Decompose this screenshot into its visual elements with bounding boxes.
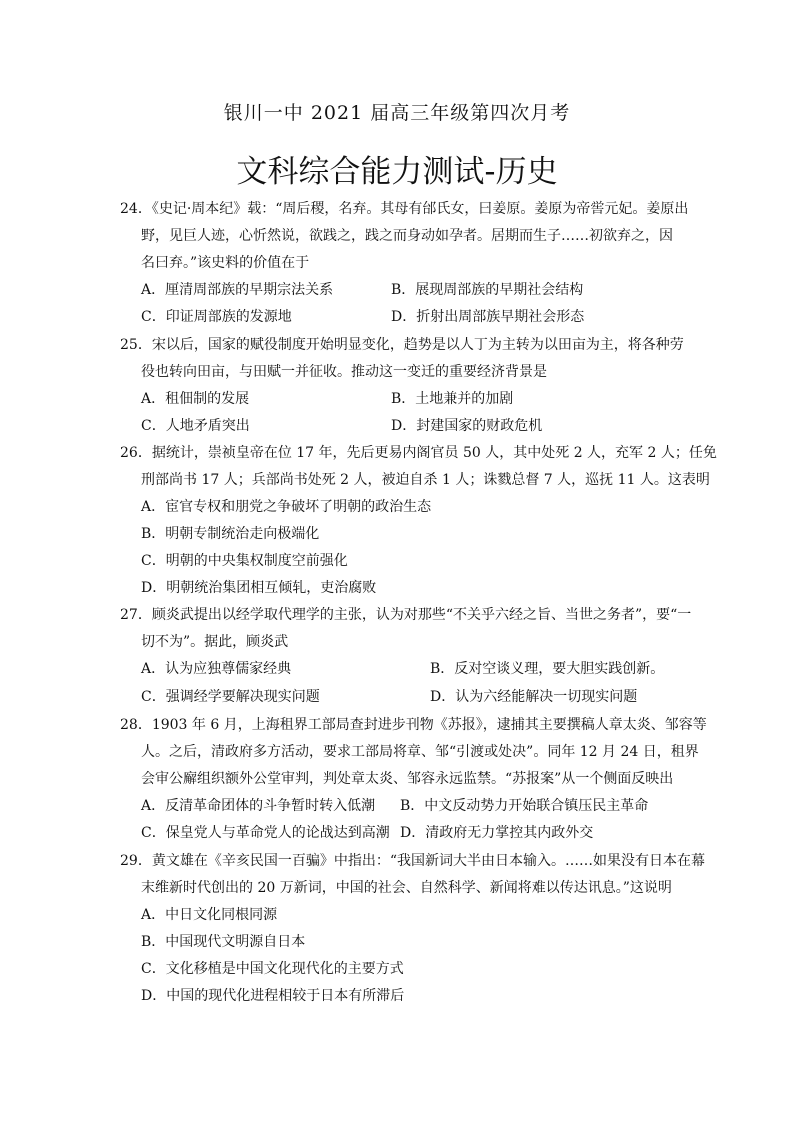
question-26-option-a: A．宦官专权和朋党之争破坏了明朝的政治生态 [141, 499, 432, 515]
question-28-option-a: A．反清革命团体的斗争暂时转入低潮 [141, 798, 376, 814]
question-28-stem-line-1: 28．1903 年 6 月，上海租界工部局查封进步刊物《苏报》，逮捕其主要撰稿人章太炎、邹容等 [120, 717, 707, 733]
question-25-option-d: D．封建国家的财政危机 [391, 418, 543, 434]
question-27-option-b: B．反对空谈义理，要大胆实践创新。 [430, 661, 665, 677]
question-26-option-b: B．明朝专制统治走向极端化 [141, 526, 320, 542]
question-25-option-c: C．人地矛盾突出 [141, 418, 250, 434]
question-29-option-b: B．中国现代文明源自日本 [141, 934, 306, 950]
question-24-stem-line-2: 野，见巨人迹，心忻然说，欲践之，践之而身动如孕者。居期而生子……初欲弃之，因 [141, 228, 673, 244]
question-26-option-d: D．明朝统治集团相互倾轧，吏治腐败 [141, 580, 377, 596]
question-25-stem-line-2: 役也转向田亩，与田赋一并征收。推动这一变迁的重要经济背景是 [141, 364, 547, 380]
question-24-stem-line-3: 名曰弃。”该史料的价值在于 [141, 255, 310, 271]
question-27-stem-line-1: 27．顾炎武提出以经学取代理学的主张，认为对那些“不关乎六经之旨、当世之务者”，要“一 [120, 607, 692, 623]
question-27-option-a: A．认为应独尊儒家经典 [141, 661, 292, 677]
question-28-option-c: C．保皇党人与革命党人的论战达到高潮 [141, 825, 390, 841]
question-24-stem-line-1: 24．《史记·周本纪》载：“周后稷，名弃。其母有邰氏女，曰姜原。姜原为帝喾元妃。姜原出 [120, 201, 689, 217]
question-29-option-a: A．中日文化同根同源 [141, 907, 278, 923]
question-29-stem-line-2: 末维新时代创出的 20 万新词，中国的社会、自然科学、新闻将难以传达讯息。”这说明 [141, 880, 672, 896]
question-26-stem-line-1: 26．据统计，崇祯皇帝在位 17 年，先后更易内阁官员 50 人，其中处死 2 人，充军 2 人；任免 [120, 445, 717, 461]
question-28-option-b: B．中文反动势力开始联合镇压民主革命 [400, 798, 649, 814]
question-25-option-a: A．租佃制的发展 [141, 391, 250, 407]
exam-subject-title: 文科综合能力测试-历史 [236, 154, 558, 190]
question-29-option-d: D．中国的现代化进程相较于日本有所滞后 [141, 988, 405, 1004]
question-28-stem-line-3: 会审公廨组织额外公堂审判，判处章太炎、邹容永远监禁。“苏报案”从一个侧面反映出 [141, 771, 674, 787]
question-24-option-c: C．印证周部族的发源地 [141, 309, 292, 325]
question-28-stem-line-2: 人。之后，清政府多方活动，要求工部局将章、邹“引渡或处决”。同年 12 月 24 日，租界 [141, 744, 699, 760]
question-29-option-c: C．文化移植是中国文化现代化的主要方式 [141, 961, 404, 977]
question-27-option-d: D．认为六经能解决一切现实问题 [430, 689, 638, 705]
question-27-stem-line-2: 切不为”。据此，顾炎武 [141, 634, 289, 650]
question-25-option-b: B．土地兼并的加剧 [391, 391, 514, 407]
question-25-stem-line-1: 25．宋以后，国家的赋役制度开始明显变化，趋势是以人丁为主转为以田亩为主，将各种劳 [120, 337, 684, 353]
question-24-option-b: B．展现周部族的早期社会结构 [391, 282, 584, 298]
question-26-stem-line-2: 刑部尚书 17 人；兵部尚书处死 2 人，被迫自杀 1 人；诛戮总督 7 人，巡抚 11 人。这表明 [141, 472, 710, 488]
question-29-stem-line-1: 29．黄文雄在《辛亥民国一百骗》中指出：“我国新词大半由日本输入。……如果没有日本在幕 [120, 853, 705, 869]
question-27-option-c: C．强调经学要解决现实问题 [141, 689, 320, 705]
question-26-option-c: C．明朝的中央集权制度空前强化 [141, 553, 348, 569]
question-28-option-d: D．清政府无力掌控其内政外交 [400, 825, 594, 841]
question-24-option-d: D．折射出周部族早期社会形态 [391, 309, 585, 325]
exam-header-title: 银川一中 2021 届高三年级第四次月考 [223, 102, 571, 124]
question-24-option-a: A．厘清周部族的早期宗法关系 [141, 282, 334, 298]
